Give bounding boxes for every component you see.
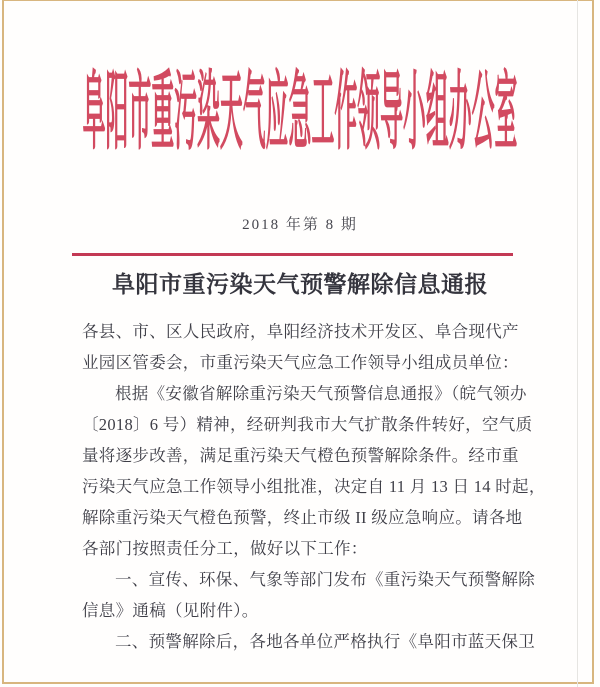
body-line: 污染天气应急工作领导小组批准，决定自 11 月 13 日 14 时起， [82, 477, 546, 496]
body-line: 业园区管委会，市重污染天气应急工作领导小组成员单位： [82, 353, 519, 372]
body-line: 各部门按照责任分工，做好以下工作： [82, 539, 368, 558]
issue-number-line: 2018 年第 8 期 [242, 217, 358, 233]
body-line: 量将逐步改善，满足重污染天气橙色预警解除条件。经市重 [82, 446, 519, 465]
masthead-text: 阜阳市重污染天气应急工作领导小组办公室 [82, 64, 518, 160]
body-line: 〔2018〕6 号）精神，经研判我市大气扩散条件转好，空气质 [82, 415, 533, 434]
body-line: 解除重污染天气橙色预警，终止市级 II 级应急响应。请各地 [82, 508, 523, 527]
red-header-masthead [0, 64, 600, 160]
red-separator-rule [72, 253, 513, 256]
body-line: 信息》通稿（见附件）。 [82, 601, 259, 620]
body-line: 二、预警解除后，各地各单位严格执行《阜阳市蓝天保卫 [115, 632, 535, 651]
body-line: 根据《安徽省解除重污染天气预警信息通报》（皖气领办 [115, 384, 527, 403]
body-line: 一、宣传、环保、气象等部门发布《重污染天气预警解除 [115, 570, 535, 589]
document-title: 阜阳市重污染天气预警解除信息通报 [112, 272, 488, 297]
body-line: 各县、市、区人民政府，阜阳经济技术开发区、阜合现代产 [82, 322, 519, 341]
document-body [82, 316, 547, 657]
